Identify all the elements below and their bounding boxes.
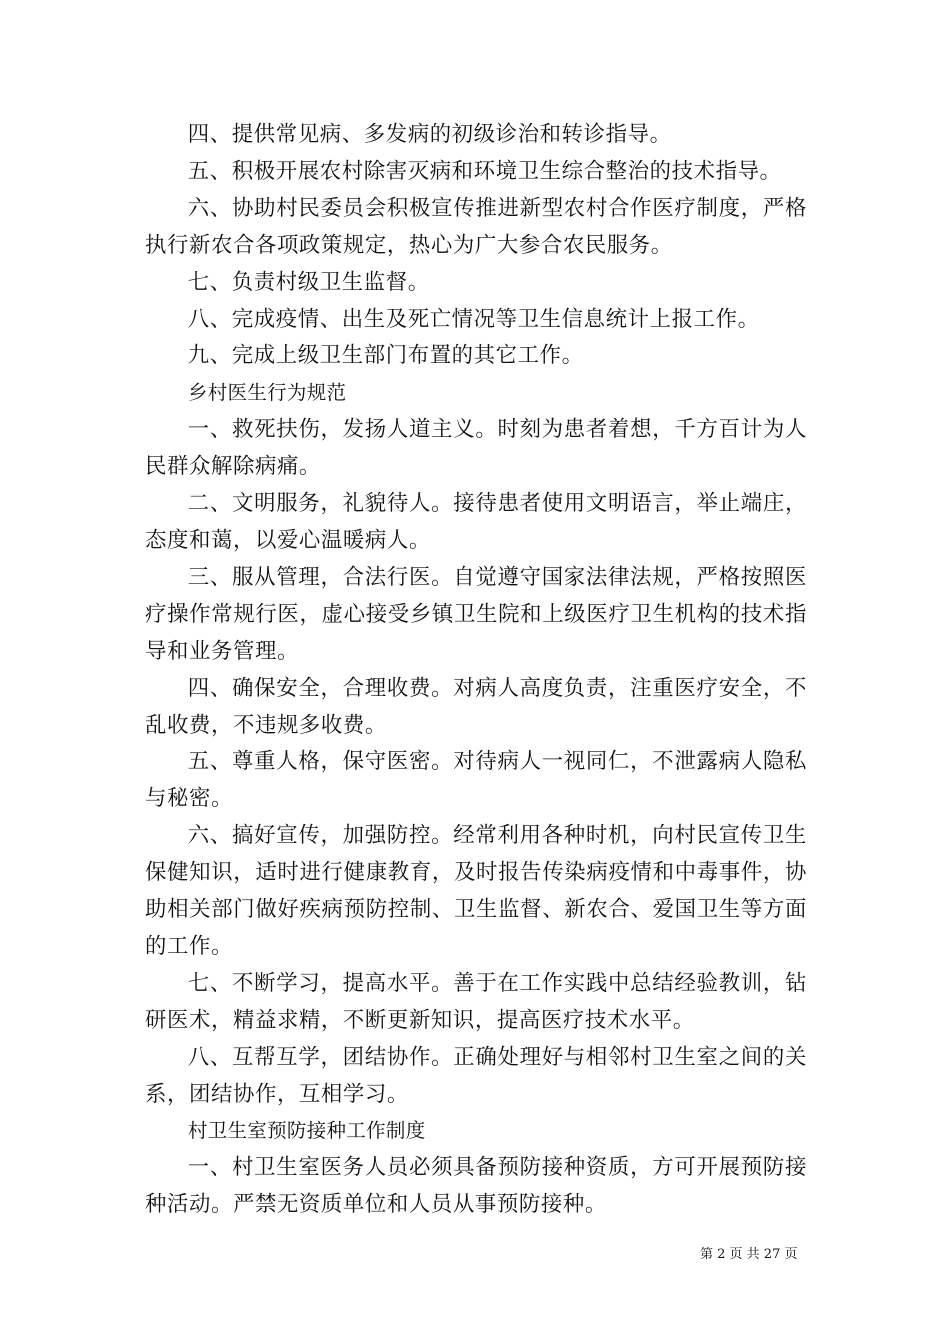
body-paragraph: 六、搞好宣传，加强防控。经常利用各种时机，向村民宣传卫生保健知识，适时进行健康教育，及时报告传染病疫情和中毒事件，协助相关部门做好疾病预防控制、卫生监督、新农合、爱国卫生等方面的工作。 bbox=[145, 823, 807, 959]
body-paragraph: 三、服从管理，合法行医。自觉遵守国家法律法规，严格按照医疗操作常规行医，虚心接受乡镇卫生院和上级医疗卫生机构的技术指导和业务管理。 bbox=[145, 564, 807, 664]
body-paragraph: 四、提供常见病、多发病的初级诊治和转诊指导。 bbox=[187, 122, 672, 147]
body-paragraph: 八、互帮互学，团结协作。正确处理好与相邻村卫生室之间的关系，团结协作，互相学习。 bbox=[145, 1044, 807, 1107]
body-paragraph: 四、确保安全，合理收费。对病人高度负责，注重医疗安全，不乱收费，不违规多收费。 bbox=[145, 675, 807, 738]
body-paragraph: 七、不断学习，提高水平。善于在工作实践中总结经验教训，钻研医术，精益求精，不断更新知识，提高医疗技术水平。 bbox=[145, 970, 807, 1033]
body-paragraph: 五、尊重人格，保守医密。对待病人一视同仁，不泄露病人隐私与秘密。 bbox=[145, 749, 807, 812]
body-paragraph: 六、协助村民委员会积极宣传推进新型农村合作医疗制度，严格执行新农合各项政策规定，热心为广大参合农民服务。 bbox=[145, 195, 807, 258]
body-paragraph: 七、负责村级卫生监督。 bbox=[187, 269, 430, 295]
body-paragraph: 五、积极开展农村除害灭病和环境卫生综合整治的技术指导。 bbox=[187, 158, 782, 184]
body-paragraph: 一、救死扶伤，发扬人道主义。时刻为患者着想，千方百计为人民群众解除病痛。 bbox=[145, 417, 807, 480]
body-paragraph: 一、村卫生室医务人员必须具备预防接种资质，方可开展预防接种活动。严禁无资质单位和人员从事预防接种。 bbox=[145, 1155, 807, 1218]
body-paragraph: 二、文明服务，礼貌待人。接待患者使用文明语言，举止端庄，态度和蔼，以爱心温暖病人。 bbox=[145, 491, 807, 553]
section-heading: 村卫生室预防接种工作制度 bbox=[187, 1119, 426, 1143]
page-number-footer: 第 2 页 共 27 页 bbox=[700, 1247, 798, 1262]
body-paragraph: 九、完成上级卫生部门布置的其它工作。 bbox=[187, 343, 584, 369]
document-body bbox=[145, 117, 807, 1224]
body-paragraph: 八、完成疫情、出生及死亡情况等卫生信息统计上报工作。 bbox=[187, 306, 760, 332]
section-heading: 乡村医生行为规范 bbox=[187, 381, 347, 405]
